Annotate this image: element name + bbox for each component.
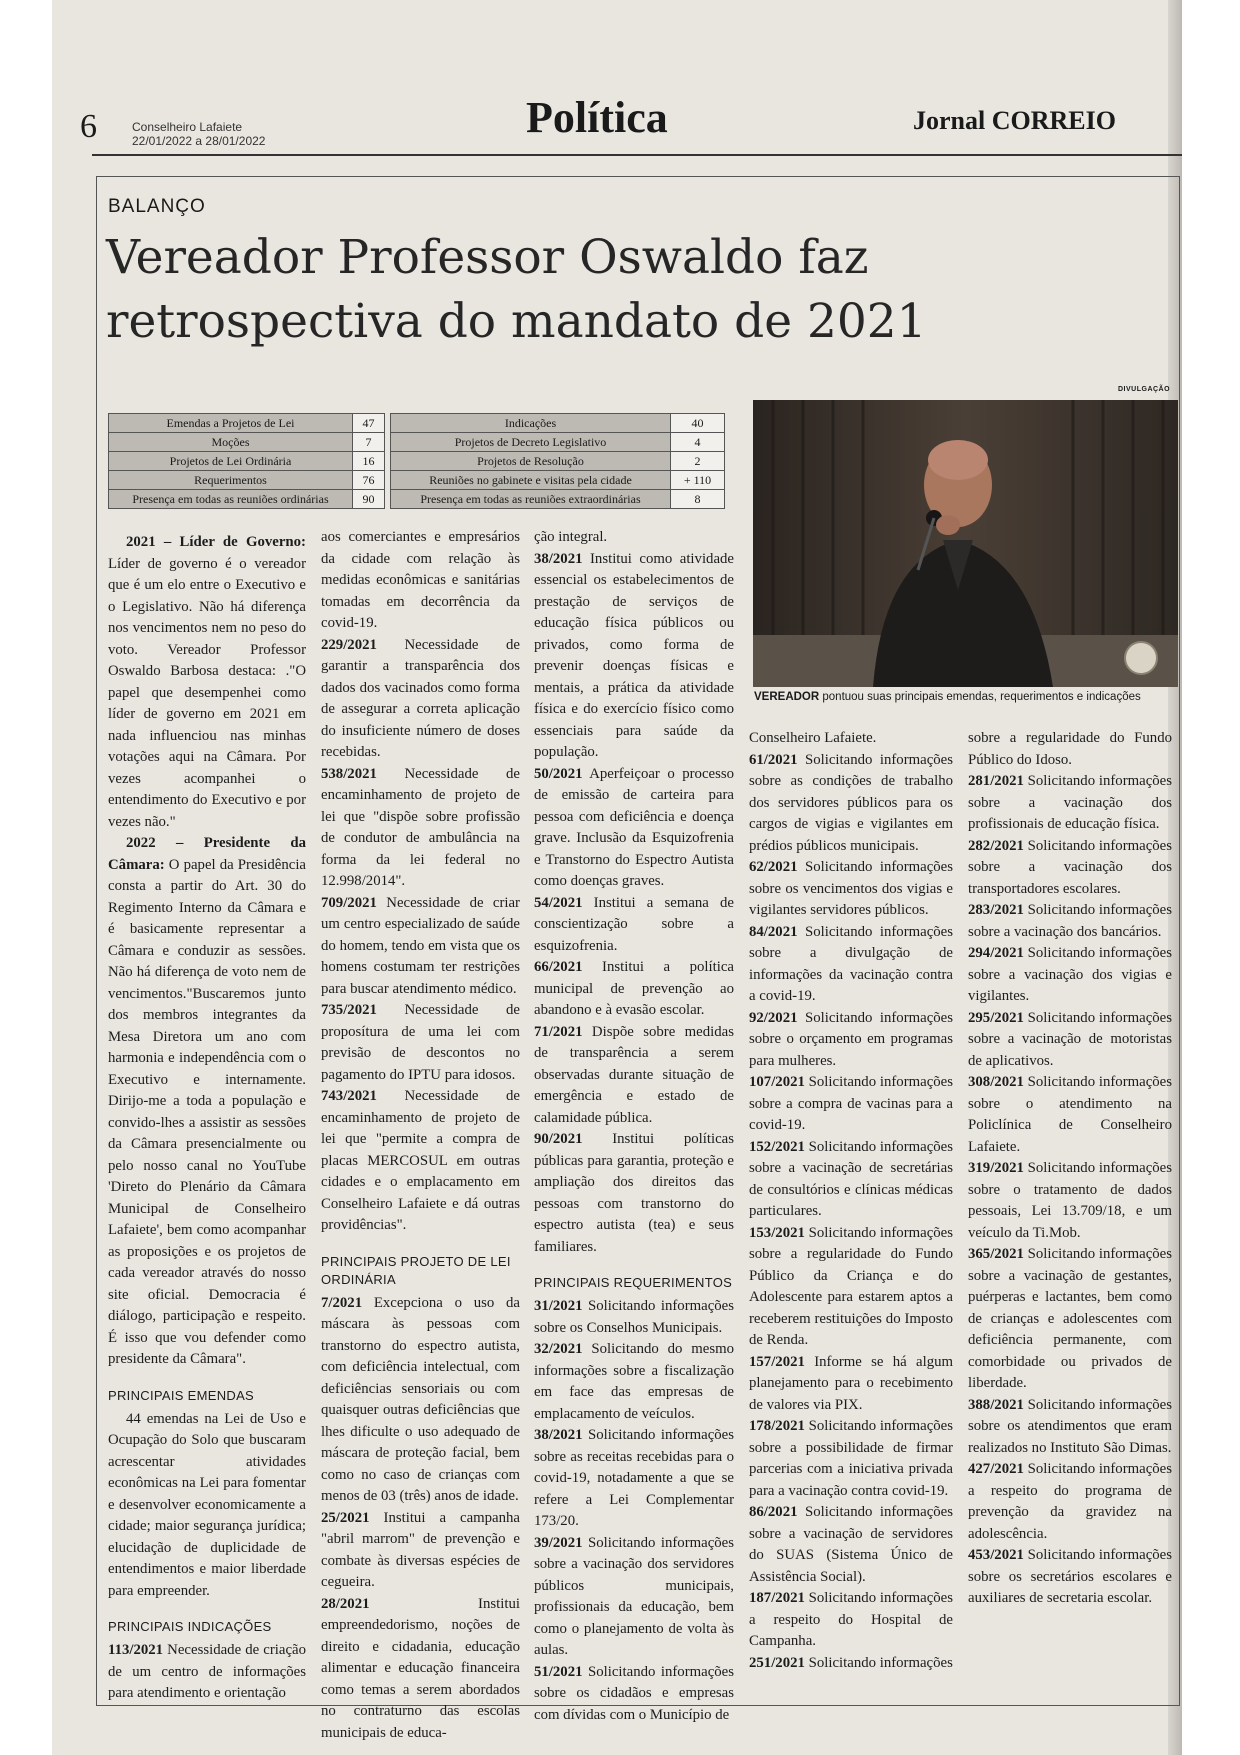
header-rule (92, 154, 1182, 156)
paragraph (968, 1244, 1172, 1395)
paragraph-text: Solicitando informações sobre os vencimentos dos vigias e vigilantes servidores públicos. (749, 859, 953, 918)
paragraph (749, 1223, 953, 1352)
stats-table (108, 413, 725, 509)
item-number: 71/2021 (534, 1023, 583, 1040)
paragraph (968, 1072, 1172, 1158)
paragraph-text: Solicitando informações sobre o atendimento na Policlínica de Conselheiro Lafaiete. (968, 1074, 1172, 1155)
paragraph: Conselheiro Lafaiete. (749, 730, 877, 746)
item-number: 388/2021 (968, 1396, 1024, 1413)
text-column-2 (321, 527, 520, 1744)
paragraph-text: O papel da Presidência consta a partir do Art. 30 do Regimento Interno da Câmara e é basicamente representar a Câmara e conduzir as sessões. Não há diferença de voto nem de vencimentos."Buscaremos junto dos membros integrantes da Mesa Diretora um ano com harmonia e independência com o Executivo e internamente. Dirijo-me a toda a população e convido-lhes a assistir as sessões da Câmara presencialmente ou pelo nosso canal no YouTube 'Direto do Plenário da Câmara Municipal de Conselheiro Lafaiete', bem como acompanhar as proposições e os projetos de cada vereador através do nosso site oficial. Democracia é diálogo, participação e respeito. É isso que vou defender como presidente da Câmara". (108, 856, 306, 1367)
item-number: 308/2021 (968, 1074, 1024, 1090)
paragraph (534, 1339, 734, 1425)
section-subheading: PRINCIPAIS EMENDAS (108, 1387, 255, 1403)
paragraph-text: Solicitando informações sobre os atendimentos que eram realizados no Instituto São Dimas. (968, 1396, 1172, 1456)
paragraph (534, 957, 734, 1022)
item-number: 38/2021 (534, 550, 583, 567)
paragraph-text: Solicitando informações sobre as receitas recebidas para o covid-19, notadamente a que se refere a Lei Complementar 173/20. (534, 1427, 734, 1529)
stat-label: Projetos de Decreto Legislativo (391, 433, 671, 452)
item-number: 113/2021 (108, 1642, 164, 1658)
paragraph (749, 1072, 953, 1137)
text-column-1 (108, 532, 306, 1705)
paragraph (534, 1296, 734, 1339)
paragraph-text: Solicitando informações sobre a vacinação dos servidores públicos municipais, profissionais da educação, bem como o planejamento de volta às aulas. (534, 1534, 734, 1658)
item-number: 51/2021 (534, 1663, 583, 1680)
page-header (36, 80, 1116, 156)
photo-illustration (753, 400, 1178, 687)
item-number: 84/2021 (749, 923, 798, 940)
paragraph-text: Solicitando do mesmo informações sobre a fiscalização em face das empresas de emplacamento de veículos. (534, 1341, 734, 1422)
paragraph (321, 764, 520, 893)
paragraph-text: Solicitando informações sobre o orçamento em programas para mulheres. (749, 1009, 953, 1069)
paragraph-text: Solicitando informações sobre a vacinação de motoristas de aplicativos. (968, 1009, 1172, 1069)
stats-row (109, 414, 725, 433)
subheading-inline: 2021 – Líder de Governo: (126, 534, 306, 550)
paragraph (968, 1395, 1172, 1460)
article-headline: Vereador Professor Oswaldo faz retrospectiva do mandato de 2021 (106, 230, 927, 349)
paragraph-text: Solicitando informações sobre a vacinação de secretárias de consultórios e clínicas médicas particulares. (749, 1138, 953, 1219)
paragraph-text: Solicitando informações sobre a vacinação de servidores do SUAS (Sistema Único de Assistência Social). (749, 1504, 953, 1585)
paragraph (968, 836, 1172, 901)
stat-label: Reuniões no gabinete e visitas pela cidade (391, 471, 671, 490)
paragraph-text: Institui a campanha "abril marrom" de prevenção e combate às diversas espécies de cegueira. (321, 1509, 520, 1590)
stat-value: 8 (671, 490, 725, 509)
paragraph (321, 1594, 520, 1745)
item-number: 319/2021 (968, 1160, 1024, 1176)
item-number: 61/2021 (749, 751, 798, 768)
photo-caption (754, 691, 1178, 703)
paragraph-text: Solicitando informações sobre os cidadãos e empresas com dívidas com o Município de (534, 1663, 734, 1723)
paragraph (749, 922, 953, 1008)
paragraph-text: Solicitando informações sobre a divulgação de informações da vacinação contra a covid-19. (749, 923, 953, 1004)
item-number: 31/2021 (534, 1298, 583, 1314)
paragraph (749, 1653, 953, 1675)
stats-row (109, 490, 725, 509)
newspaper-brand (913, 106, 1116, 136)
paragraph-text: Institui a política municipal de prevenção ao abandono e à evasão escolar. (534, 959, 734, 1018)
paragraph-text: Institui a semana de conscientização sobre a esquizofrenia. (534, 894, 734, 954)
section-subheading: PRINCIPAIS PROJETO DE LEI ORDINÁRIA (321, 1253, 511, 1287)
page-number: 6 (80, 108, 97, 145)
paragraph-text: Solicitando informações sobre a vacinação dos profissionais de educação física. (968, 773, 1172, 832)
item-number: 32/2021 (534, 1341, 583, 1357)
paragraph-text: Solicitando informações sobre os secretários escolares e auxiliares de secretaria escolar. (968, 1547, 1172, 1606)
text-column-3 (534, 527, 734, 1726)
stat-label: Indicações (391, 414, 671, 433)
paragraph (749, 1588, 953, 1653)
paragraph (749, 1137, 953, 1223)
paragraph-text: Solicitando informações sobre o tratamento de dados pessoais, Lei 13.709/18, e um veículo da Ti.Mob. (968, 1160, 1172, 1241)
stat-label: Requerimentos (109, 471, 353, 490)
item-number: 365/2021 (968, 1246, 1024, 1262)
paragraph (534, 1425, 734, 1533)
item-number: 39/2021 (534, 1534, 583, 1551)
item-number: 251/2021 (749, 1654, 805, 1671)
item-number: 743/2021 (321, 1088, 377, 1104)
item-number: 229/2021 (321, 636, 377, 653)
section-subheading: PRINCIPAIS REQUERIMENTOS (534, 1275, 733, 1290)
paragraph (968, 1545, 1172, 1610)
paragraph (749, 1008, 953, 1073)
paragraph-text: Informe se há algum planejamento para o recebimento de valores via PIX. (749, 1353, 953, 1413)
item-number: 295/2021 (968, 1009, 1024, 1026)
item-number: 157/2021 (749, 1353, 805, 1370)
paragraph (749, 1352, 953, 1417)
item-number: 7/2021 (321, 1294, 363, 1311)
paragraph (534, 1662, 734, 1727)
stat-value: 40 (671, 414, 725, 433)
item-number: 25/2021 (321, 1509, 370, 1526)
brand-first-word: Jornal (913, 106, 986, 135)
photo-credit: DIVULGAÇÃO (1118, 386, 1171, 393)
stat-label: Projetos de Lei Ordinária (109, 452, 353, 471)
paragraph-text: Solicitando informações sobre a vacinação dos transportadores escolares. (968, 837, 1172, 897)
stat-label: Projetos de Resolução (391, 452, 671, 471)
paragraph-text: Necessidade de encaminhamento de projeto de lei que "permite a compra de placas MERCOSUL em outras cidades e o emplacamento em Conselheiro Lafaiete e dá outras providências". (321, 1088, 520, 1233)
item-number: 90/2021 (534, 1131, 583, 1147)
item-number: 153/2021 (749, 1224, 805, 1241)
stat-value: 76 (353, 471, 385, 490)
paragraph-text: Excepciona o uso da máscara às pessoas com transtorno do espectro autista, com deficiência intelectual, com deficiências sensoriais ou com quaisquer outras deficiências que lhes dificulte o uso adequado de máscara de proteção facial, bem como no caso de crianças com menos de 03 (três) anos de idade. (321, 1294, 520, 1504)
item-number: 294/2021 (968, 945, 1024, 961)
item-number: 66/2021 (534, 959, 583, 975)
item-number: 187/2021 (749, 1590, 805, 1606)
paragraph (968, 1158, 1172, 1244)
paragraph (534, 764, 734, 893)
paragraph (108, 1640, 306, 1705)
stat-value: 47 (353, 414, 385, 433)
text-column-5 (968, 728, 1172, 1610)
item-number: 152/2021 (749, 1138, 805, 1155)
paragraph (108, 532, 306, 833)
item-number: 538/2021 (321, 765, 377, 782)
stat-value: 90 (353, 490, 385, 509)
paragraph (749, 1502, 953, 1588)
paragraph: 44 emendas na Lei de Uso e Ocupação do Solo que buscaram acrescentar atividades econômicas na Lei para fomentar e desenvolver economicamente a cidade; maior segurança jurídica; elucidação de duplicidade de entendimentos e maior liberdade para empreender. (108, 1410, 306, 1599)
item-number: 282/2021 (968, 837, 1024, 854)
item-number: 453/2021 (968, 1547, 1024, 1563)
paragraph-text: Solicitando informações a respeito do programa de prevenção da gravidez na adolescência. (968, 1461, 1172, 1542)
stat-label: Moções (109, 433, 353, 452)
item-number: 38/2021 (534, 1427, 583, 1443)
paragraph (321, 635, 520, 764)
brand-second-word: CORREIO (991, 106, 1116, 135)
paragraph (749, 857, 953, 922)
item-number: 709/2021 (321, 894, 377, 911)
edition-dates: 22/01/2022 a 28/01/2022 (132, 134, 266, 148)
paragraph (321, 1508, 520, 1594)
item-number: 178/2021 (749, 1418, 805, 1434)
paragraph-text: Necessidade de garantir a transparência dos dados dos vacinados como forma de assegurar a correta aplicação do insuficiente número de doses recebidas. (321, 636, 520, 760)
paragraph (321, 1086, 520, 1237)
subheading-inline: 2022 – Presidente da Câmara: (108, 835, 306, 873)
stats-row (109, 471, 725, 490)
paragraph (534, 893, 734, 958)
paragraph (108, 833, 306, 1371)
paragraph-text: Solicitando informações sobre a vacinação dos vigias e vigilantes. (968, 945, 1172, 1004)
paragraph-text: Solicitando informações sobre a regularidade do Fundo Público da Criança e do Adolescente para estarem aptos a receberem restituições do Imposto de Renda. (749, 1224, 953, 1348)
stat-label: Presença em todas as reuniões extraordinárias (391, 490, 671, 509)
stat-value: 7 (353, 433, 385, 452)
paragraph-text: Institui políticas públicas para garantia, proteção e ampliação dos direitos das pessoas com transtorno do espectro autista (tea) e seus familiares. (534, 1131, 734, 1255)
paragraph-text: Solicitando informações sobre a compra de vacinas para a covid-19. (749, 1074, 953, 1133)
paragraph-text: Líder de governo é o vereador que é um elo entre o Executivo e o Legislativo. Não há diferença nos vencimentos nem no peso do voto. Vereador Professor Oswaldo Barbosa destaca: ."O papel que desempenhei como líder de governo em 2021 em nada influenciou nas minhas votações aqui na Câmara. Por vezes acompanhei o entendimento do Executivo e por vezes não." (108, 555, 306, 830)
paragraph (749, 1416, 953, 1502)
item-number: 92/2021 (749, 1009, 798, 1026)
paragraph-text: Necessidade de criar um centro especializado de saúde do homem, tendo em vista que os homens costumam ter restrições para buscar atendimento médico. (321, 894, 520, 997)
paragraph (968, 943, 1172, 1008)
item-number: 427/2021 (968, 1461, 1024, 1477)
edition-city: Conselheiro Lafaiete (132, 120, 243, 134)
paragraph (749, 750, 953, 858)
paragraph-text: Necessidade de criação de um centro de informações para atendimento e orientação (108, 1642, 306, 1701)
item-number: 50/2021 (534, 765, 583, 782)
paragraph: aos comerciantes e empresários da cidade com relação às medidas econômicas e sanitárias tomadas em decorrência da covid-19. (321, 529, 520, 631)
paragraph-text: Necessidade de proposítura de uma lei com previsão de descontos no pagamento do IPTU para idosos. (321, 1002, 520, 1083)
section-title: Política (526, 93, 668, 142)
article-kicker: BALANÇO (108, 196, 206, 217)
councillor-photo (753, 400, 1178, 687)
item-number: 86/2021 (749, 1504, 798, 1520)
stat-value: 2 (671, 452, 725, 471)
item-number: 735/2021 (321, 1002, 377, 1018)
paragraph-text: Solicitando informações sobre a possibilidade de firmar parcerias com a iniciativa privada para a vacinação contra covid-19. (749, 1418, 953, 1499)
caption-text: pontuou suas principais emendas, requerimentos e indicações (819, 691, 1141, 703)
paragraph (968, 1008, 1172, 1073)
paragraph-text: Dispõe sobre medidas de transparência a serem observadas durante situação de emergência e estado de calamidade pública. (534, 1023, 734, 1126)
item-number: 283/2021 (968, 902, 1024, 918)
item-number: 54/2021 (534, 894, 583, 911)
paragraph-text: Institui como atividade essencial os estabelecimentos de prestação de serviços de educação física públicos ou privados, como forma de prevenir doenças físicas e mentais, a prática da atividade física e do exercício físico como essenciais para saúde da população. (534, 550, 734, 760)
paragraph (534, 1129, 734, 1258)
paragraph (968, 1459, 1172, 1545)
paragraph-text: Solicitando informações (804, 1654, 953, 1671)
paragraph: sobre a regularidade do Fundo Público do Idoso. (968, 730, 1172, 768)
paragraph-text: Solicitando informações sobre a vacinação de gestantes, puérperas e lactantes, bem como de crianças e adolescentes com deficiência permanente, com comorbidade ou privados de liberdade. (968, 1246, 1172, 1391)
text-column-4 (749, 728, 953, 1674)
paragraph (534, 1022, 734, 1130)
paragraph (321, 893, 520, 1001)
stats-row (109, 452, 725, 471)
item-number: 107/2021 (749, 1074, 805, 1090)
stat-value: 16 (353, 452, 385, 471)
item-number: 281/2021 (968, 773, 1024, 789)
paragraph (534, 1533, 734, 1662)
paragraph-text: Solicitando informações a respeito do Hospital de Campanha. (749, 1590, 953, 1649)
stats-row (109, 433, 725, 452)
paragraph (968, 771, 1172, 836)
stat-label: Presença em todas as reuniões ordinárias (109, 490, 353, 509)
stat-value: 4 (671, 433, 725, 452)
item-number: 62/2021 (749, 859, 798, 875)
paragraph: ção integral. (534, 529, 608, 545)
paragraph-text: Aperfeiçoar o processo de emissão de carteira para pessoa com deficiência e doença grave. Inclusão da Esquizofrenia e Transtorno do Espectro Autista como doenças graves. (534, 765, 734, 889)
caption-lead: VEREADOR (754, 691, 820, 703)
stat-value: + 110 (671, 471, 725, 490)
paragraph-text: Solicitando informações sobre os Conselhos Municipais. (534, 1298, 734, 1336)
paragraph-text: Solicitando informações sobre as condições de trabalho dos servidores públicos para os cargos de vigias e vigilantes em prédios públicos municipais. (749, 751, 953, 854)
stat-label: Emendas a Projetos de Lei (109, 414, 353, 433)
paragraph (321, 1000, 520, 1086)
section-subheading: PRINCIPAIS INDICAÇÕES (108, 1619, 272, 1634)
edition-info (132, 120, 265, 148)
paragraph-text: Necessidade de encaminhamento de projeto de lei que "dispõe sobre profissão de condutor de ambulância na forma da lei federal no 12.998/2014". (321, 765, 520, 889)
paragraph (321, 1293, 520, 1508)
paragraph-text: Solicitando informações sobre a vacinação dos bancários. (968, 902, 1172, 940)
paragraph (534, 549, 734, 764)
item-number: 28/2021 (321, 1595, 370, 1612)
paragraph-text: Institui empreendedorismo, noções de direito e cidadania, educação alimentar e educação financeira como temas a serem abordados no contraturno das escolas municipais de educa- (321, 1595, 520, 1741)
paragraph (968, 900, 1172, 943)
